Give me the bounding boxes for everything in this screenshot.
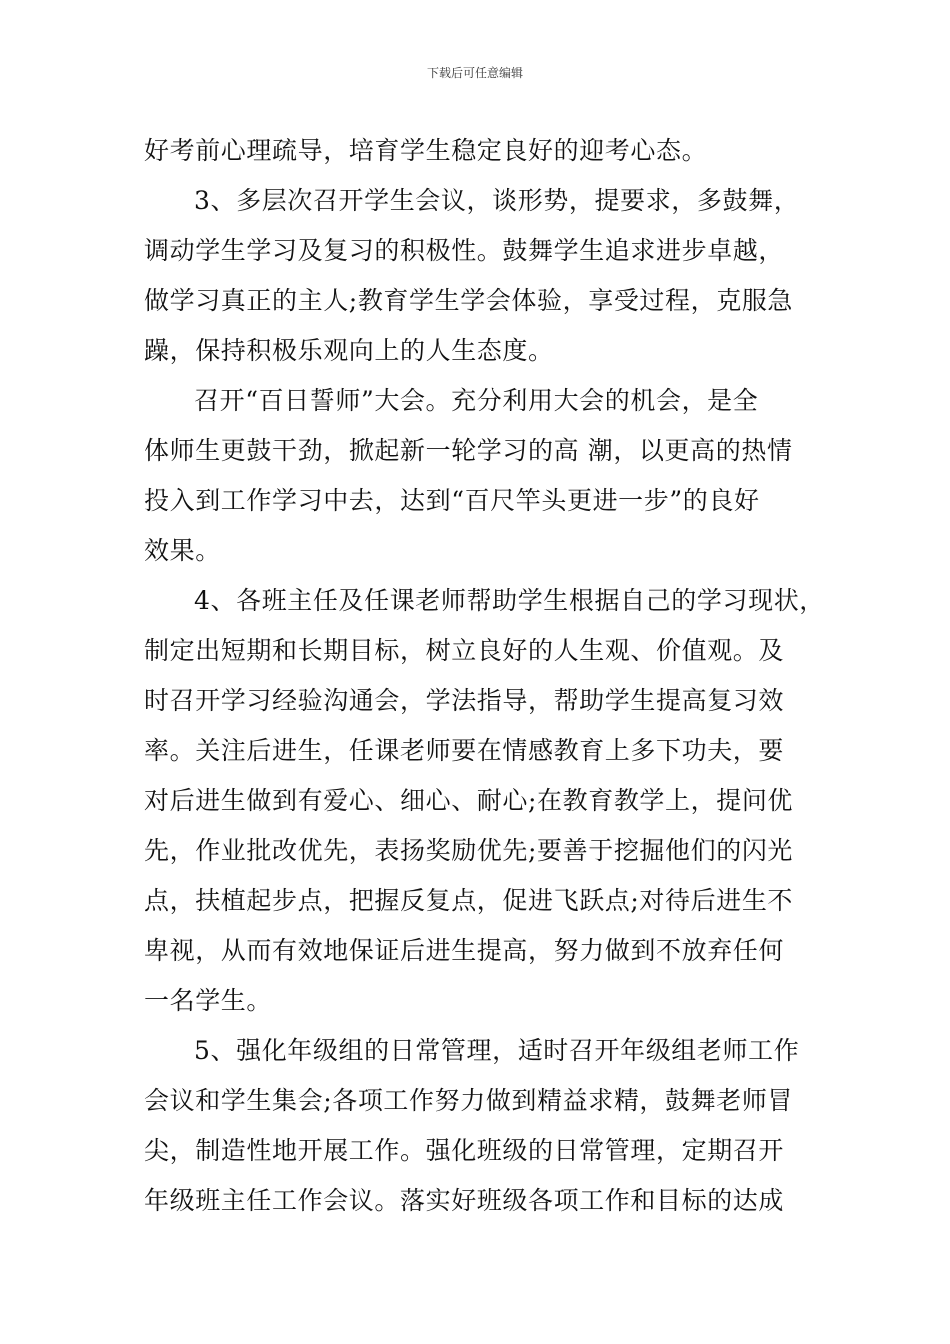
text-line: 点，扶植起步点，把握反复点，促进飞跃点;对待后进生不 (144, 886, 794, 915)
text-line: 制定出短期和长期目标，树立良好的人生观、价值观。及 (144, 636, 785, 665)
text-line: 会议和学生集会;各项工作努力做到精益求精，鼓舞老师冒 (144, 1086, 794, 1115)
text-line: 一名学生。 (144, 986, 273, 1015)
text-line: 年级班主任工作会议。落实好班级各项工作和目标的达成 (144, 1186, 785, 1215)
text-line: 调动学生学习及复习的积极性。鼓舞学生追求进步卓越， (144, 236, 785, 265)
text-line: 5、强化年级组的日常管理，适时召开年级组老师工作 (194, 1036, 800, 1065)
text-line: 效果。 (144, 536, 221, 565)
text-line: 体师生更鼓干劲，掀起新一轮学习的高 潮，以更高的热情 (144, 436, 793, 465)
text-line: 投入到工作学习中去，达到“百尺竿头更进一步”的良好 (144, 486, 760, 515)
document-body (144, 126, 824, 1226)
text-line: 率。关注后进生，任课老师要在情感教育上多下功夫，要 (144, 736, 785, 765)
text-line: 4、各班主任及任课老师帮助学生根据自己的学习现状， (194, 586, 825, 615)
text-line: 好考前心理疏导，培育学生稳定良好的迎考心态。 (144, 136, 708, 165)
text-line: 做学习真正的主人;教育学生学会体验，享受过程，克服急 (144, 286, 794, 315)
text-line: 躁，保持积极乐观向上的人生态度。 (144, 336, 554, 365)
page-header: 下载后可任意编辑 (426, 66, 523, 80)
text-line: 卑视，从而有效地保证后进生提高，努力做到不放弃任何 (144, 936, 785, 965)
text-line: 先，作业批改优先，表扬奖励优先;要善于挖掘他们的闪光 (144, 836, 794, 865)
text-line: 尖，制造性地开展工作。强化班级的日常管理，定期召开 (144, 1136, 785, 1165)
text-line: 召开“百日誓师”大会。充分利用大会的机会，是全 (194, 386, 759, 415)
text-line: 3、多层次召开学生会议，谈形势，提要求，多鼓舞， (194, 186, 800, 215)
text-line: 对后进生做到有爱心、细心、耐心;在教育教学上，提问优 (144, 786, 794, 815)
text-line: 时召开学习经验沟通会，学法指导，帮助学生提高复习效 (144, 686, 785, 715)
